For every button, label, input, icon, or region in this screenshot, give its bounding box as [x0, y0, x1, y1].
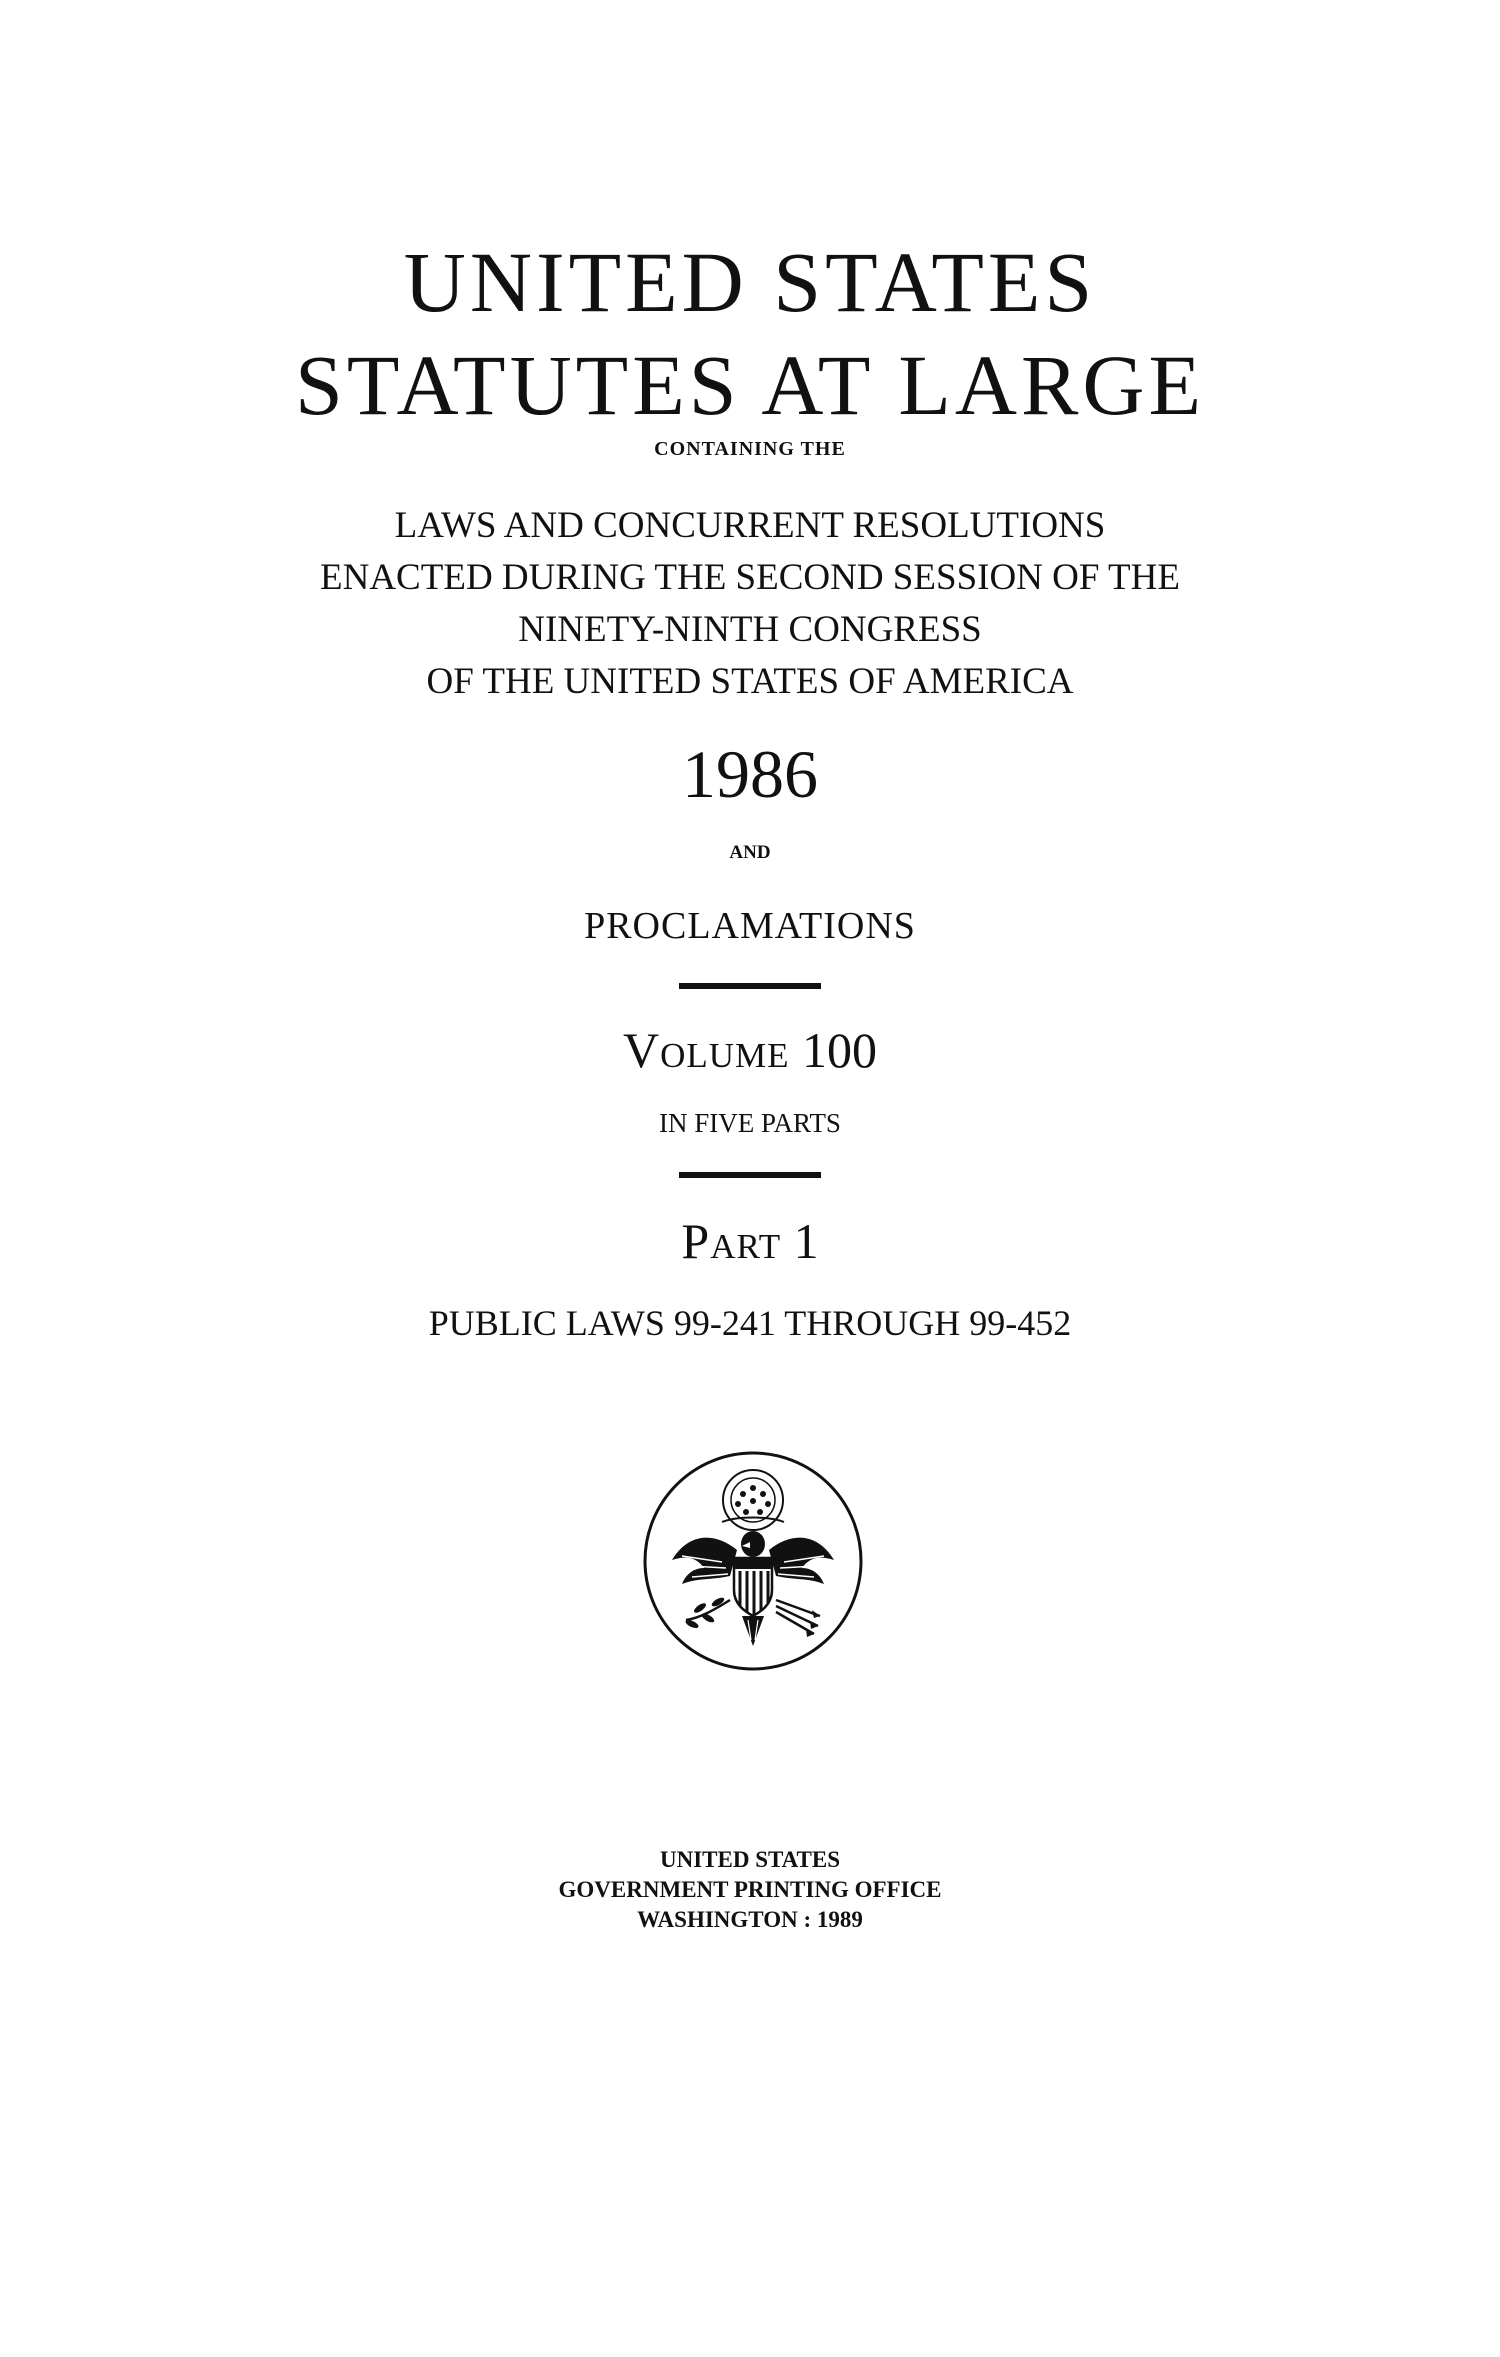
description-line: NINETY-NINTH CONGRESS [518, 609, 982, 650]
public-laws-range: PUBLIC LAWS 99-241 THROUGH 99-452 [428, 1303, 1072, 1343]
description-line: LAWS AND CONCURRENT RESOLUTIONS [394, 505, 1106, 546]
description-block [0, 500, 1500, 708]
printer-line: WASHINGTON : 1989 [637, 1907, 863, 1932]
part-heading [0, 1212, 1500, 1270]
divider-rule [679, 983, 821, 989]
description-line: ENACTED DURING THE SECOND SESSION OF THE [320, 557, 1180, 598]
description-line: OF THE UNITED STATES OF AMERICA [426, 661, 1074, 702]
year: 1986 [682, 736, 818, 812]
printer-line: UNITED STATES [659, 1847, 840, 1872]
title-line-1: UNITED STATES [403, 234, 1097, 330]
containing-the-label: CONTAINING THE [654, 438, 846, 460]
printer-imprint [0, 1845, 1500, 1935]
part-label: Part [681, 1213, 782, 1269]
printer-line: GOVERNMENT PRINTING OFFICE [558, 1877, 942, 1902]
great-seal-eagle-icon [642, 1450, 864, 1672]
part-number: 1 [793, 1213, 819, 1269]
proclamations-label: PROCLAMATIONS [584, 905, 916, 947]
divider-rule [679, 1172, 821, 1178]
and-label: AND [729, 842, 771, 863]
title-line-2: STATUTES AT LARGE [294, 337, 1206, 433]
in-five-parts-label: IN FIVE PARTS [659, 1108, 841, 1138]
volume-label: Volume [622, 1022, 790, 1078]
volume-heading [0, 1021, 1500, 1079]
volume-number: 100 [802, 1022, 878, 1078]
